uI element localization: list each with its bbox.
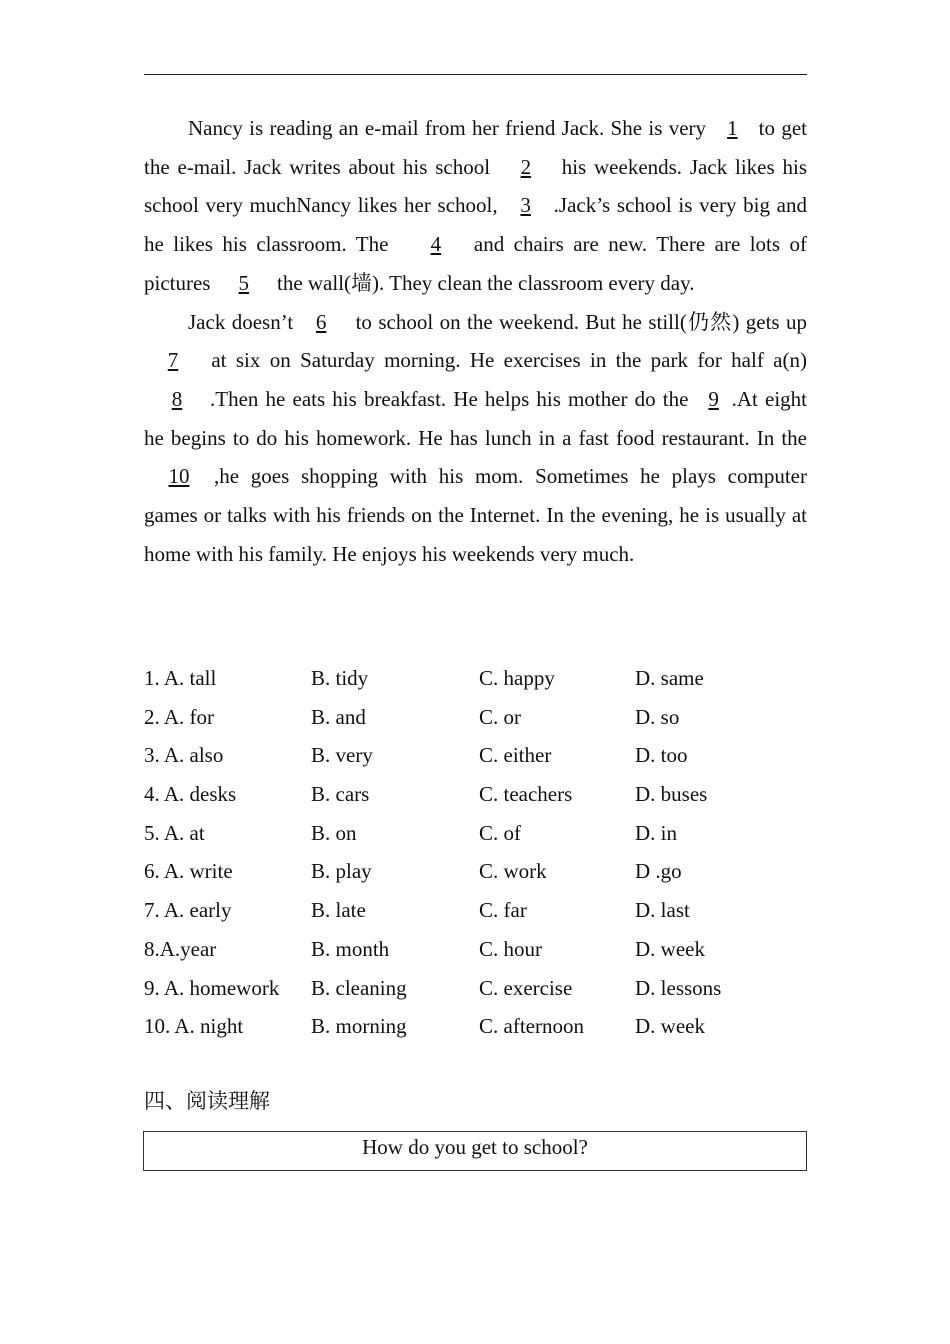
header-rule	[144, 74, 807, 75]
option-row-10	[144, 1007, 807, 1046]
passage-text: .Then he eats his breakfast. He helps his mother do the	[210, 386, 696, 411]
option-a: 5. A. at	[144, 820, 205, 845]
blank-5: 5	[238, 270, 249, 295]
section-heading: 四、阅读理解	[144, 1089, 270, 1113]
option-row-3	[144, 736, 807, 775]
blank-3: 3	[520, 193, 531, 218]
blank-6: 6	[315, 309, 327, 334]
option-row-2	[144, 698, 807, 737]
option-row-9	[144, 969, 807, 1008]
blank-1: 1	[727, 116, 738, 140]
option-d: D. last	[635, 898, 690, 923]
blank-9: 9	[708, 386, 719, 411]
option-d: D. week	[635, 936, 705, 961]
option-a: 7. A. early	[144, 898, 232, 923]
option-b: B. cars	[311, 782, 370, 807]
option-d: D. buses	[635, 782, 708, 807]
passage-text: and chairs are new. There are lots of pictures	[144, 232, 807, 295]
option-b: B. on	[311, 820, 357, 845]
option-a: 9. A. homework	[144, 975, 280, 1000]
option-a: 10. A. night	[144, 1014, 244, 1039]
option-d: D. too	[635, 743, 688, 768]
option-a: 2. A. for	[144, 704, 214, 729]
option-b: B. very	[311, 743, 373, 768]
passage-text: Jack doesn’t	[188, 309, 294, 334]
blank-8: 8	[171, 386, 183, 411]
paragraph-2	[144, 303, 807, 574]
passage-text: his weekends. Jack likes his school very muchNancy likes her school,	[144, 154, 807, 218]
passage-text: to get the e-mail. Jack writes about his school	[144, 116, 807, 179]
passage-text: .At eight he begins to do his homework. He has lunch in a fast food restaurant. In the	[144, 386, 807, 450]
option-c: C. or	[479, 704, 521, 729]
option-b: B. late	[311, 898, 366, 923]
passage-text: Nancy is reading an e-mail from her friend Jack. She is very	[188, 116, 713, 140]
option-row-7	[144, 891, 807, 930]
option-a: 6. A. write	[144, 859, 233, 884]
option-row-8	[144, 930, 807, 969]
blank-2: 2	[520, 154, 532, 179]
passage-text: the wall(墙). They clean the classroom every day.	[271, 270, 695, 295]
option-d: D. same	[635, 666, 704, 690]
option-b: B. month	[311, 936, 390, 961]
passage-text: ,he goes shopping with his mom. Sometimes he plays computer games or talks with his friends on the Internet. In the evening, he is usually at home with his family. He enjoys his weekends very much.	[144, 464, 807, 566]
option-a: 8.A.year	[144, 936, 217, 961]
option-c: C. work	[479, 859, 547, 884]
option-row-4	[144, 775, 807, 814]
blank-4: 4	[430, 232, 442, 257]
option-row-1	[144, 659, 807, 698]
option-c: C. hour	[479, 936, 542, 961]
option-b: B. morning	[311, 1014, 407, 1039]
option-a: 4. A. desks	[144, 782, 237, 807]
option-c: C. happy	[479, 666, 555, 690]
option-c: C. of	[479, 820, 521, 845]
answer-options	[144, 659, 807, 1046]
option-c: C. afternoon	[479, 1014, 584, 1039]
option-d: D. lessons	[635, 975, 722, 1000]
blank-10: 10	[168, 464, 190, 489]
option-a: 3. A. also	[144, 743, 224, 768]
option-b: B. and	[311, 704, 366, 729]
reading-title-box	[143, 1131, 807, 1171]
option-b: B. play	[311, 859, 372, 884]
option-d: D. in	[635, 820, 677, 845]
blank-7: 7	[167, 348, 179, 373]
option-b: B. tidy	[311, 666, 369, 690]
option-c: C. teachers	[479, 782, 573, 807]
passage-text: to school on the weekend. But he still(仍然) gets up	[349, 309, 807, 334]
option-d: D. week	[635, 1014, 705, 1039]
option-b: B. cleaning	[311, 975, 407, 1000]
option-row-5	[144, 814, 807, 853]
option-c: C. far	[479, 898, 527, 923]
passage-text: at six on Saturday morning. He exercises in the park for half a(n)	[202, 348, 807, 373]
reading-title: How do you get to school?	[362, 1135, 588, 1159]
option-c: C. exercise	[479, 975, 573, 1000]
option-a: 1. A. tall	[144, 666, 217, 690]
cloze-passage	[144, 109, 807, 573]
option-d: D .go	[635, 859, 682, 884]
option-c: C. either	[479, 743, 552, 768]
option-row-6	[144, 852, 807, 891]
passage-text: .Jack’s school is very big and he likes his classroom. The	[144, 193, 807, 257]
paragraph-1	[144, 109, 807, 303]
option-d: D. so	[635, 704, 680, 729]
